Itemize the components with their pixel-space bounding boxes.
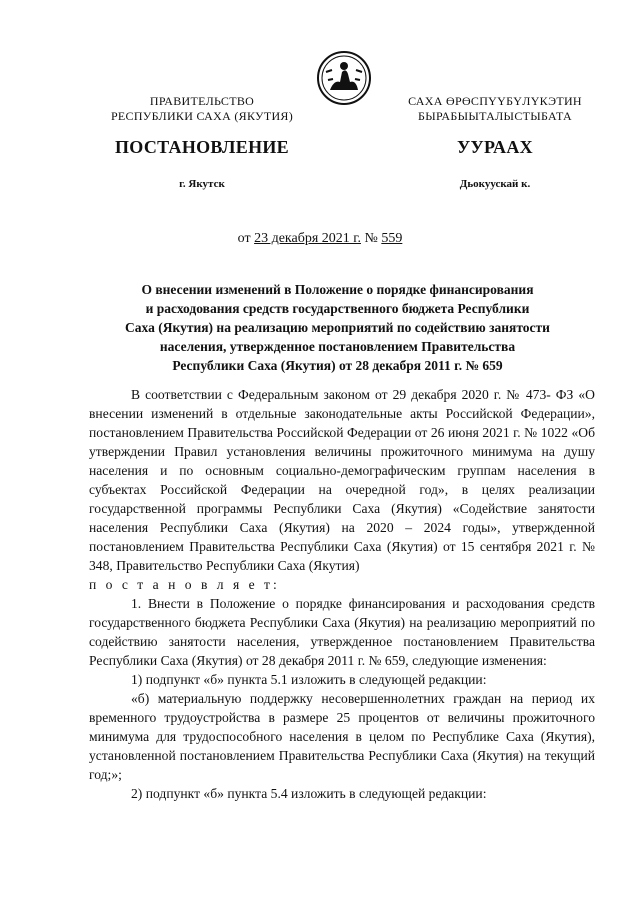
document-date-number [0,231,640,247]
document-subject [110,280,565,375]
government-name-russian [92,94,312,124]
header-left-line2: РЕСПУБЛИКИ САХА (ЯКУТИЯ) [110,109,294,123]
document-date: 23 декабря 2021 г. [254,231,361,246]
subject-line: Республики Саха (Якутия) от 28 декабря 2011 г. № 659 [172,358,503,373]
subject-line: О внесении изменений в Положение о порядке финансирования [141,282,534,297]
item-1-paragraph: 1. Внести в Положение о порядке финансирования и расходования средств государственного бюджета Республики Саха (Якутия) на реализацию мероприятий по содействию занятости населения, утвержденное постановлением Правительства Республики Саха (Якутия) от 28 декабря 2011 г. № 659, следующие изменения: [89,596,595,668]
header-right-line2: БЫРАБЫЫТАЛЫСТЫБАТА [418,109,572,123]
number-prefix: № [360,231,382,246]
document-type-russian: ПОСТАНОВЛЕНИЕ [115,137,289,157]
subject-line: Саха (Якутия) на реализацию мероприятий по содействию занятости [125,320,550,335]
subject-line: населения, утвержденное постановлением Правительства [159,339,516,354]
coat-of-arms-emblem [316,50,372,106]
city-yakut: Дьокуускай к. [459,178,531,190]
document-type-yakut: УУРААХ [457,137,533,157]
date-prefix: от [237,231,255,246]
document-number: 559 [381,231,403,246]
preamble-paragraph: В соответствии с Федеральным законом от 29 декабря 2020 г. № 473- ФЗ «О внесении изменений в отдельные законодательные акты Российской Федерации», постановлением Правительства Российской Федерации от 26 июня 2021 г. № 1022 «Об утверждении Правил установления величины прожиточного минимума на душу населения и по основным социально-демографическим группам населения в субъектах Российской Федерации на очередной год», в целях реализации государственной программы Республики Саха (Якутия) «Содействие занятости населения Республики Саха (Якутия) на 2020 – 2024 годы», утвержденной постановлением Правительства Республики Саха (Якутия) от 15 сентября 2021 г. № 348, Правительство Республики Саха (Якутия) [89,387,595,573]
government-name-yakut [380,94,610,124]
document-body [89,385,595,803]
city-russian: г. Якутск [179,178,225,190]
subitem-1-paragraph: 1) подпункт «б» пункта 5.1 изложить в следующей редакции: [131,672,487,687]
header-left-line1: ПРАВИТЕЛЬСТВО [149,94,255,108]
quoted-text-paragraph: «б) материальную поддержку несовершеннолетних граждан на период их временного трудоустройства в размере 25 процентов от величины прожиточного минимума для трудоспособного населения в целом по Республике Саха (Якутия), установленной постановлением Правительства Республики Саха (Якутия) на текущий год;»; [89,691,595,782]
decree-word: п о с т а н о в л я е т: [89,577,280,592]
subject-line: и расходования средств государственного бюджета Республики [145,301,530,316]
subitem-2-paragraph: 2) подпункт «б» пункта 5.4 изложить в следующей редакции: [131,786,487,801]
header-right-line1: САХА ӨРӨСПҮҮБҮЛҮКЭТИН [408,94,582,108]
